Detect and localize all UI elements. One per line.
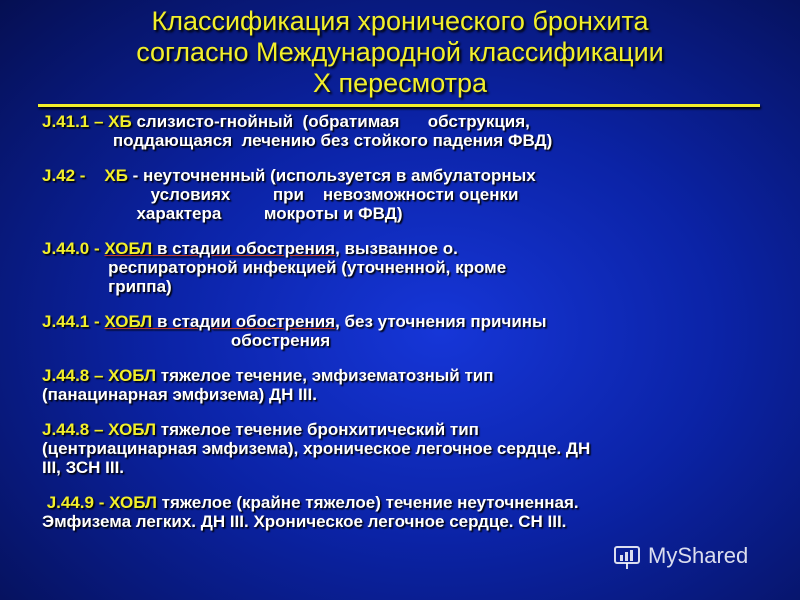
entry-term: ХОБЛ — [104, 239, 153, 258]
entry-code: J.44.8 – ХОБЛ — [42, 366, 157, 385]
watermark — [612, 539, 748, 573]
entry-text: тяжелое (крайне тяжелое) течение неуточненная. — [156, 493, 579, 512]
entry-j41-1 — [42, 112, 772, 150]
entry-continuation: III, ЗСН III. — [42, 458, 125, 477]
entry-text: , без уточнения причины — [335, 312, 547, 331]
presentation-icon — [612, 541, 642, 571]
entry-text: тяжелое течение, эмфизематозный тип — [156, 366, 494, 385]
entry-code: J.44.1 - — [42, 312, 105, 331]
entry-continuation: гриппа) — [42, 277, 172, 296]
entry-text: тяжелое течение бронхитический тип — [156, 420, 479, 439]
entry-code: J.44.0 - — [42, 239, 105, 258]
entry-j44-1 — [42, 312, 772, 350]
entry-continuation: респираторной инфекцией (уточненной, кроме — [42, 258, 507, 277]
entry-code: J.42 - — [42, 166, 105, 185]
entry-term: ХБ — [108, 112, 132, 131]
entry-continuation: Эмфизема легких. ДН III. Хроническое легочное сердце. СН III. — [42, 512, 567, 531]
entry-text: , вызванное о. — [335, 239, 458, 258]
classification-list — [42, 112, 772, 547]
title-line-2: согласно Международной классификации — [136, 37, 664, 67]
entry-term: ХБ — [104, 166, 128, 185]
entry-continuation: условиях при невозможности оценки — [42, 185, 519, 204]
entry-continuation: поддающаяся лечению без стойкого падения ФВД) — [42, 131, 553, 150]
entry-term: ХОБЛ — [104, 312, 153, 331]
title-line-1: Классификация хронического бронхита — [151, 6, 649, 36]
title-divider — [38, 104, 760, 107]
entry-underlined-text: в стадии обострения — [152, 239, 336, 258]
entry-j44-8-bronchitic — [42, 420, 772, 477]
entry-j44-9 — [42, 493, 772, 531]
entry-continuation: характера мокроты и ФВД) — [42, 204, 403, 223]
entry-text: - неуточненный (используется в амбулаторных — [127, 166, 536, 185]
entry-underlined-text: в стадии обострения — [152, 312, 336, 331]
entry-continuation: обострения — [42, 331, 331, 350]
entry-continuation: (панацинарная эмфизема) ДН III. — [42, 385, 317, 404]
title-line-3: Х пересмотра — [312, 68, 488, 98]
entry-j42 — [42, 166, 772, 223]
watermark-text: MyShared — [648, 543, 749, 568]
entry-code: J.41.1 – — [42, 112, 109, 131]
entry-code: J.44.9 - ХОБЛ — [42, 493, 157, 512]
slide-title — [0, 6, 800, 99]
entry-text: слизисто-гнойный (обратимая обструкция, — [131, 112, 530, 131]
entry-code: J.44.8 – ХОБЛ — [42, 420, 157, 439]
entry-j44-8-emphysematous — [42, 366, 772, 404]
entry-continuation: (центриацинарная эмфизема), хроническое легочное сердце. ДН — [42, 439, 591, 458]
entry-j44-0 — [42, 239, 772, 296]
